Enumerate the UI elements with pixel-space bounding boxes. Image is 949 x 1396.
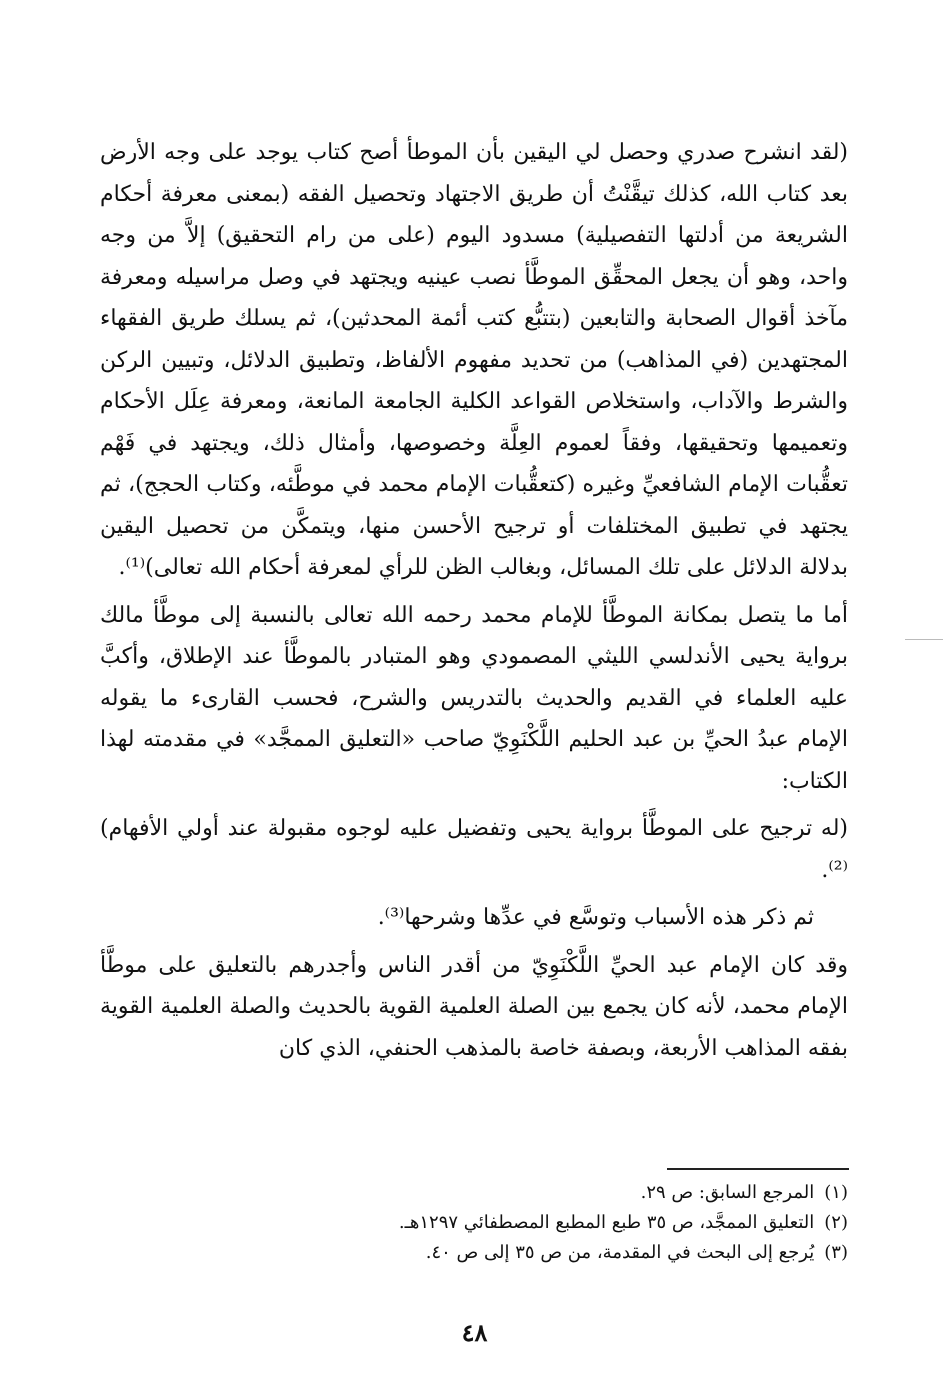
paragraph-quote-1: (لقد انشرح صدري وحصل لي اليقين بأن الموطأ أصح كتاب يوجد على وجه الأرض بعد كتاب الله، كذلك تيقَّنْتُ أن طريق الاجتهاد وتحصيل الفقه (بمعنى معرفة أحكام الشريعة من أدلتها التفصيلية) مسدود اليوم (على من رام التحقيق) إلاَّ من وجه واحد، وهو أن يجعل المحقِّق الموطَّأ نصب عينيه ويجتهد في وصل مراسيله ومعرفة مآخذ أقوال الصحابة والتابعين (بتتبُّع كتب أئمة المحدثين)، ثم يسلك طريق الفقهاء المجتهدين (في المذاهب) من تحديد مفهوم الألفاظ، وتطبيق الدلائل، وتبيين الركن والشرط والآداب، واستخلاص القواعد الكلية الجامعة المانعة، ومعرفة عِلَل الأحكام وتعميمها وتحقيقها، وفقاً لعموم العِلَّة وخصوصها، وأمثال ذلك، ويجتهد في فَهْم تعقُّبات الإمام الشافعيِّ وغيره (كتعقُّبات الإمام محمد في موطَّئه، وكتاب الحجج)، ثم يجتهد في تطبيق المختلفات أو ترجيح الأحسن منها، ويتمكَّن من تحصيل اليقين بدلالة الدلائل على تلك المسائل، وبغالب الظن للرأي لمعرفة أحكام الله تعالى)⁽¹⁾.: [100, 140, 848, 580]
scan-margin-mark: [905, 639, 943, 640]
footnote-text: التعليق الممجَّد، ص ٣٥ طبع المطبع المصطفائي ١٢٩٧هـ.: [398, 1212, 815, 1233]
footnote-number: (٢): [824, 1212, 848, 1233]
main-text: [100, 132, 848, 1069]
footnotes: [100, 1178, 848, 1268]
footnote-number: (١): [824, 1182, 848, 1203]
paragraph-2: أما ما يتصل بمكانة الموطَّأ للإمام محمد رحمه الله تعالى بالنسبة إلى موطَّأ مالك برواية يحيى الأندلسي الليثي المصمودي وهو المتبادر بالموطَّأ عند الإطلاق، وأكبَّ عليه العلماء في القديم والحديث بالتدريس والشرح، فحسب القارىء ما يقوله الإمام عبدُ الحيِّ بن عبد الحليم اللَّكْنَوِيّ صاحب «التعليق الممجَّد» في مقدمته لهذا الكتاب:: [100, 602, 848, 794]
footnote-divider: [667, 1168, 849, 1170]
footnote-1: [100, 1178, 848, 1208]
footnote-number: (٣): [824, 1242, 848, 1263]
footnote-3: [100, 1238, 848, 1268]
paragraph-quote-2: (له ترجيح على الموطَّأ برواية يحيى وتفضيل عليه لوجوه مقبولة عند أولي الأفهام)⁽²⁾.: [100, 816, 848, 883]
paragraph-4: ثم ذكر هذه الأسباب وتوسَّع في عدِّها وشرحها⁽³⁾.: [377, 905, 814, 930]
footnote-text: المرجع السابق: ص ٢٩.: [640, 1182, 815, 1203]
paragraph-5: وقد كان الإمام عبد الحيِّ اللَّكْنَوِيّ من أقدر الناس وأجدرهم بالتعليق على موطَّأ الإمام محمد، لأنه كان يجمع بين الصلة العلمية القوية بالحديث والصلة العلمية القوية بفقه المذاهب الأربعة، وبصفة خاصة بالمذهب الحنفي، الذي كان: [100, 952, 848, 1061]
page-number: ٤٨: [461, 1318, 488, 1347]
footnote-text: يُرجع إلى البحث في المقدمة، من ص ٣٥ إلى ص ٤٠.: [425, 1242, 815, 1263]
footnote-2: [100, 1208, 848, 1238]
